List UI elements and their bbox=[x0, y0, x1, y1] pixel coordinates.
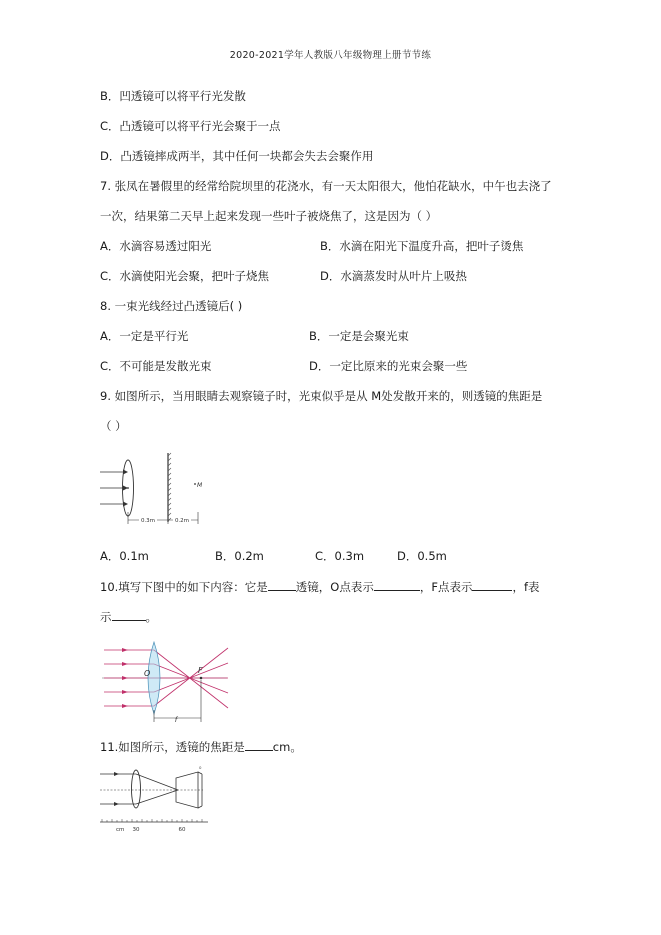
distance-label-mirror-m: 0.2m bbox=[174, 518, 190, 524]
ruler-unit-label: cm bbox=[116, 827, 125, 833]
label-o: O bbox=[144, 669, 151, 678]
q8-option-c: C．不可能是发散光束 bbox=[100, 359, 212, 373]
q10-text-c: ，F点表示 bbox=[419, 580, 473, 594]
q9-option-c: C．0.3m bbox=[315, 549, 365, 563]
label-m: M bbox=[197, 482, 203, 489]
blank-lens-type[interactable] bbox=[268, 579, 296, 591]
question-9-line-2: （ ） bbox=[100, 419, 127, 433]
option-d: D．凸透镜摔成两半，其中任何一块都会失去会聚作用 bbox=[100, 149, 374, 163]
option-b: B．凹透镜可以将平行光发散 bbox=[100, 89, 246, 103]
question-8: 8. 一束光线经过凸透镜后( ) bbox=[100, 299, 243, 313]
q7-option-d: D．水滴蒸发时从叶片上吸热 bbox=[320, 269, 467, 283]
question-10-line-1 bbox=[100, 579, 540, 594]
label-focal-length: f bbox=[174, 716, 178, 724]
question-11 bbox=[100, 739, 302, 754]
q7-option-b: B．水滴在阳光下温度升高，把叶子烫焦 bbox=[320, 239, 524, 253]
blank-point-f[interactable] bbox=[472, 579, 512, 591]
q10-text-e: 示 bbox=[100, 610, 112, 624]
distance-label-lens-mirror: 0.3m bbox=[140, 518, 156, 524]
q11-text-a: 11.如图所示，透镜的焦距是 bbox=[100, 740, 245, 754]
figure-10-convex-lens bbox=[102, 638, 232, 723]
blank-focal-length[interactable] bbox=[245, 739, 273, 751]
q9-option-b: B．0.2m bbox=[215, 549, 264, 563]
blank-point-o[interactable] bbox=[374, 579, 420, 591]
q10-text-b: 透镜，O点表示 bbox=[295, 580, 374, 594]
question-7-line-1: 7. 张凤在暑假里的经常给院坝里的花浇水，有一天太阳很大，他怕花缺水，中午也去浇了 bbox=[100, 179, 552, 193]
question-7-line-2: 一次，结果第二天早上起来发现一些叶子被烧焦了，这是因为（ ） bbox=[100, 209, 438, 223]
figure-9-lens-mirror bbox=[98, 450, 208, 530]
figure-11-optical-bench bbox=[98, 764, 216, 836]
svg-text:o: o bbox=[199, 765, 202, 770]
q10-text-a: 10.填写下图中的如下内容：它是 bbox=[100, 580, 268, 594]
q8-option-b: B．一定是会聚光束 bbox=[309, 329, 409, 343]
blank-f-meaning[interactable] bbox=[112, 609, 146, 621]
question-10-line-2 bbox=[100, 609, 157, 624]
q10-text-d: ，f表 bbox=[512, 580, 540, 594]
q10-text-f: 。 bbox=[145, 610, 157, 624]
label-f-point: F bbox=[198, 666, 203, 675]
question-9-line-1: 9. 如图所示，当用眼睛去观察镜子时，光束似乎是从 M处发散开来的，则透镜的焦距是 bbox=[100, 389, 543, 403]
q9-option-d: D．0.5m bbox=[397, 549, 447, 563]
option-c: C．凸透镜可以将平行光会聚于一点 bbox=[100, 119, 281, 133]
page-header: 2020-2021学年人教版八年级物理上册节节练 bbox=[229, 50, 432, 61]
ruler-tick-60: 60 bbox=[178, 827, 186, 833]
q8-option-d: D．一定比原来的光束会聚一些 bbox=[309, 359, 468, 373]
q9-option-a: A．0.1m bbox=[100, 549, 149, 563]
q7-option-c: C．水滴使阳光会聚，把叶子烧焦 bbox=[100, 269, 270, 283]
q11-text-b: cm。 bbox=[272, 740, 302, 754]
q8-option-a: A．一定是平行光 bbox=[100, 329, 189, 343]
ruler-tick-30: 30 bbox=[132, 827, 140, 833]
q7-option-a: A．水滴容易透过阳光 bbox=[100, 239, 212, 253]
